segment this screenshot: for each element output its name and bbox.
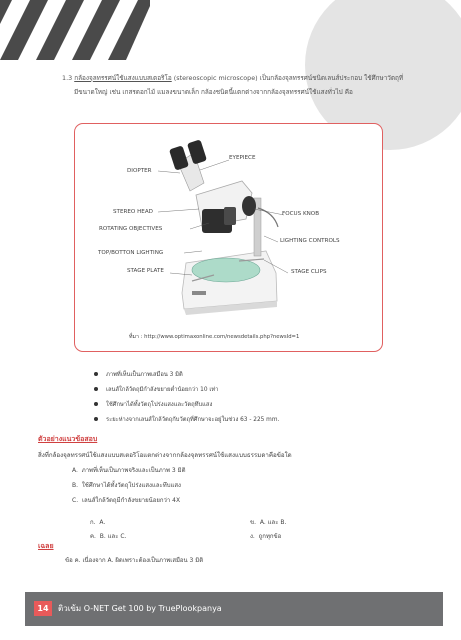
- label-focus-knob: FOCUS KNOB: [282, 211, 320, 217]
- statement-b: B. ใช้ศึกษาได้ทั้งวัตถุโปร่งแสงและทึบแสง: [72, 482, 181, 489]
- label-stage-clips: STAGE CLIPS: [291, 269, 327, 275]
- label-rotating-objectives: ROTATING OBJECTIVES: [99, 226, 163, 232]
- choice-option: ข. A. และ B.: [250, 519, 287, 526]
- choice-option: ค. B. และ C.: [90, 533, 127, 540]
- label-diopter: DIOPTER: [127, 168, 152, 174]
- answer-text: ข้อ ค. เนื่องจาก A. ผิดเพราะต้องเป็นภาพเสมือน 3 มิติ: [65, 557, 204, 564]
- feature-bullet-list: [94, 366, 394, 426]
- intro-line2: มีขนาดใหญ่ เช่น เกสรดอกไม้ แมลงขนาดเล็ก กล้องชนิดนี้แตกต่างจากกล้องจุลทรรศน์ใช้แสงทั่วไป คือ: [74, 88, 353, 96]
- label-lighting-controls: LIGHTING CONTROLS: [280, 238, 340, 244]
- example-question: สิ่งที่กล้องจุลทรรศน์ใช้แสงแบบสเตอริโอแตกต่างจากกล้องจุลทรรศน์ใช้แสงแบบธรรมดาคือข้อใด: [38, 452, 292, 459]
- footer-title: ติวเข้ม O-NET Get 100 by TruePlookpanya: [58, 604, 222, 613]
- figure-source: ที่มา : http://www.optimaxonline.com/newsdetails.php?newsId=1: [129, 334, 300, 340]
- list-item: เลนส์ใกล้วัตถุมีกำลังขยายต่ำน้อยกว่า 10 เท่า: [94, 381, 394, 396]
- bullet-icon: [94, 402, 98, 406]
- statement-c: C. เลนส์ใกล้วัตถุมีกำลังขยายน้อยกว่า 4X: [72, 497, 181, 504]
- statement-a: A. ภาพที่เห็นเป็นภาพจริงและเป็นภาพ 3 มิติ: [72, 467, 186, 474]
- intro-line1-rest: (stereoscopic microscope) เป็นกล้องจุลทรรศน์ชนิดเลนส์ประกอบ ใช้ศึกษาวัตถุที่: [171, 74, 404, 82]
- section-term: กล้องจุลทรรศน์ใช้แสงแบบสเตอริโอ: [74, 74, 172, 82]
- label-stereo-head: STEREO HEAD: [113, 209, 153, 215]
- answer-heading: เฉลย: [38, 542, 54, 550]
- bullet-icon: [94, 387, 98, 391]
- label-stage-plate: STAGE PLATE: [127, 268, 164, 274]
- choice-option: ง. ถูกทุกข้อ: [250, 533, 282, 540]
- label-top-bottom-lighting: TOP/BOTTON LIGHTING: [98, 250, 164, 256]
- bullet-icon: [94, 417, 98, 421]
- list-item: ใช้ศึกษาได้ทั้งวัตถุโปร่งแสงและวัตถุทึบแสง: [94, 396, 394, 411]
- choice-option: ก. A.: [90, 519, 106, 526]
- header-stripes-decoration: [0, 0, 150, 60]
- list-item: ระยะห่างจากเลนส์ใกล้วัตถุกับวัตถุที่ศึกษาจะอยู่ในช่วง 63 - 225 mm.: [94, 411, 394, 426]
- section-number: 1.3: [62, 74, 73, 82]
- example-heading: ตัวอย่างแนวข้อสอบ: [38, 435, 98, 443]
- bullet-icon: [94, 372, 98, 376]
- label-eyepiece: EYEPIECE: [229, 155, 256, 161]
- intro-paragraph: [62, 71, 422, 99]
- page-number: 14: [34, 601, 52, 616]
- list-item: ภาพที่เห็นเป็นภาพเสมือน 3 มิติ: [94, 366, 394, 381]
